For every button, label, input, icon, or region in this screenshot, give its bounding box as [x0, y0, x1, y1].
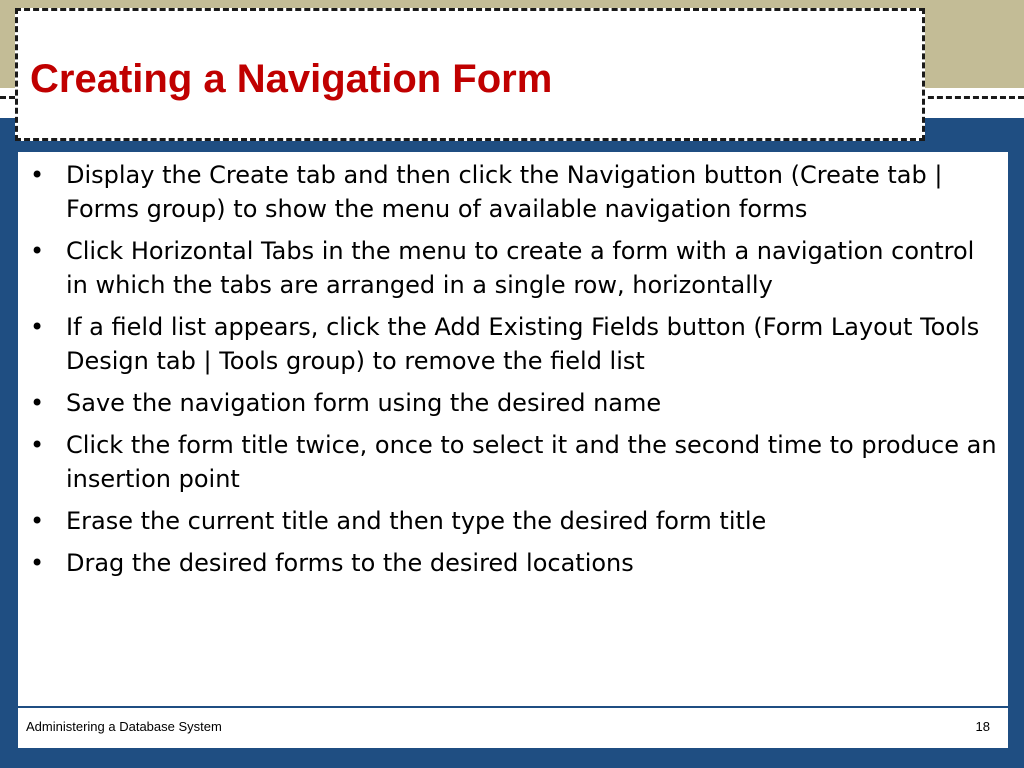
bullet-text: Click Horizontal Tabs in the menu to create a form with a navigation control in which the tabs are arranged in a single row, horizontally: [66, 237, 975, 299]
bullet-item: [18, 386, 1003, 420]
slide-footer: [18, 708, 1008, 748]
bullet-item: [18, 310, 1003, 378]
bullet-item: [18, 504, 1003, 538]
bullet-text: If a field list appears, click the Add Existing Fields button (Form Layout Tools Design tab | Tools group) to remove the field list: [66, 313, 980, 375]
bullet-item: [18, 234, 1003, 302]
slide-title: Creating a Navigation Form: [30, 57, 553, 101]
bullet-item: [18, 546, 1003, 580]
bullet-list: [18, 158, 1003, 588]
bullet-text: Erase the current title and then type the desired form title: [66, 507, 767, 535]
bullet-dot-icon: •: [30, 431, 45, 459]
bullet-text: Click the form title twice, once to select it and the second time to produce an insertion point: [66, 431, 997, 493]
content-panel: [18, 152, 1008, 706]
bullet-dot-icon: •: [30, 389, 45, 417]
bullet-dot-icon: •: [30, 161, 45, 189]
bullet-item: [18, 158, 1003, 226]
bullet-text: Display the Create tab and then click the Navigation button (Create tab | Forms group) to show the menu of available navigation forms: [66, 161, 943, 223]
title-placeholder: [15, 8, 925, 141]
slide-number: 18: [975, 719, 990, 734]
bullet-text: Save the navigation form using the desired name: [66, 389, 662, 417]
bullet-text: Drag the desired forms to the desired locations: [66, 549, 634, 577]
bullet-dot-icon: •: [30, 313, 45, 341]
bullet-item: [18, 428, 1003, 496]
bullet-dot-icon: •: [30, 237, 45, 265]
footer-text: Administering a Database System: [26, 719, 222, 734]
bullet-dot-icon: •: [30, 549, 45, 577]
bullet-dot-icon: •: [30, 507, 45, 535]
